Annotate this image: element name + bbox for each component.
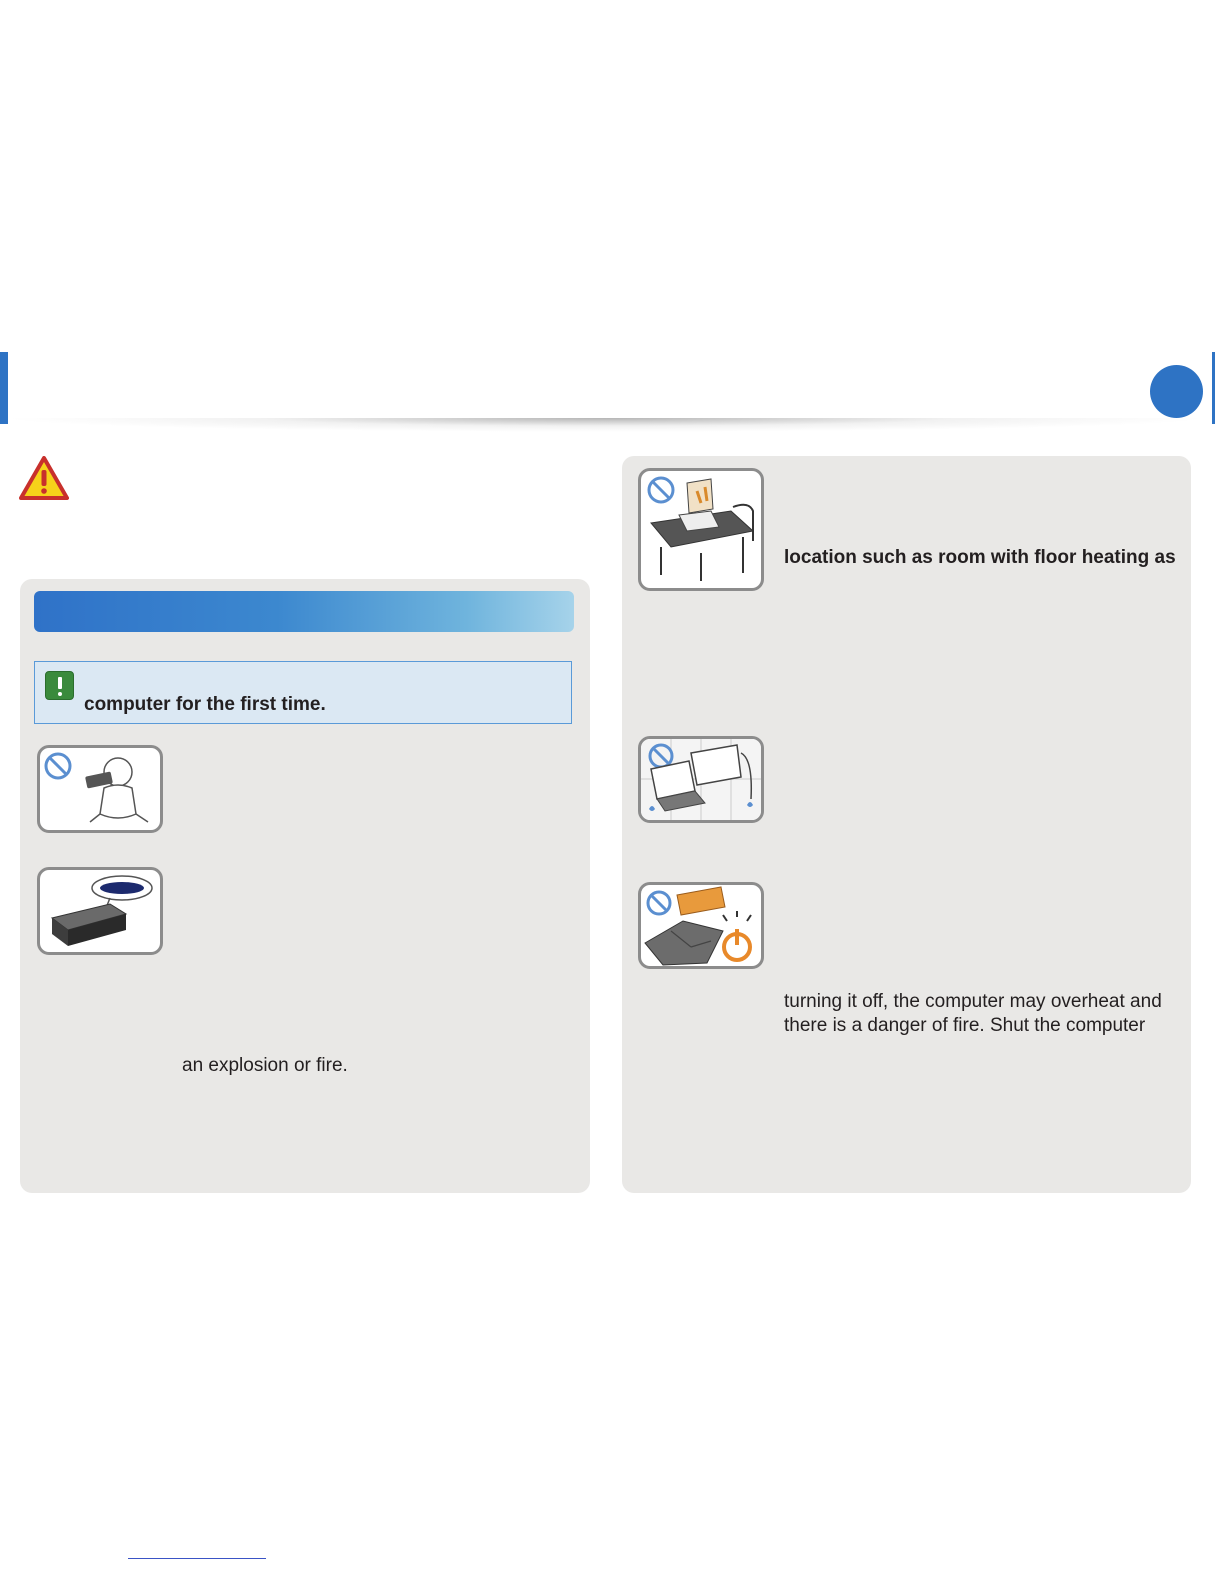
laptop-on-heated-floor-prohibited-icon: [638, 468, 764, 591]
header-right-accent-bar: [1212, 352, 1215, 424]
samsung-battery-icon: [37, 867, 163, 955]
section-title-bar: [34, 591, 574, 632]
baby-with-battery-prohibited-icon: [37, 745, 163, 833]
laptop-in-bag-power-on-prohibited-icon: [638, 882, 764, 969]
chapter-badge: [1150, 365, 1203, 418]
right-item-3-line-1: turning it off, the computer may overheat and: [784, 991, 1162, 1012]
right-item-1-text: location such as room with floor heating as: [784, 547, 1176, 568]
note-text: computer for the first time.: [84, 694, 326, 715]
warning-triangle-icon: [19, 456, 69, 500]
header-left-accent-bar: [0, 352, 8, 424]
laptop-in-bathroom-prohibited-icon: [638, 736, 764, 823]
right-item-3-line-2: there is a danger of fire. Shut the computer: [784, 1015, 1146, 1036]
header-divider-shadow: [0, 418, 1212, 432]
exclamation-icon: [45, 671, 74, 700]
left-item-2-text: an explosion or fire.: [182, 1055, 348, 1076]
footer-link-underline[interactable]: [128, 1558, 266, 1559]
